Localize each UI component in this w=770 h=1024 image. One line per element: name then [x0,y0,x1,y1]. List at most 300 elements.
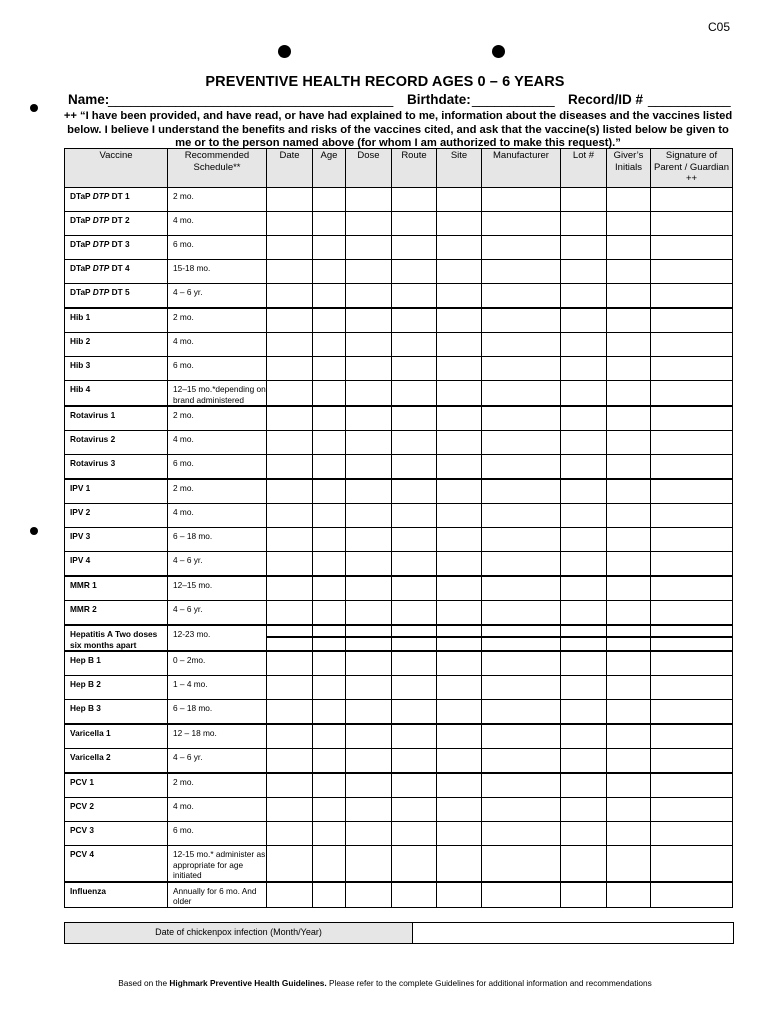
route-cell[interactable] [392,601,437,626]
lot-cell[interactable] [561,552,607,577]
dose-cell[interactable] [346,601,392,626]
age-cell[interactable] [313,479,346,504]
dose-cell[interactable] [346,846,392,882]
lot-cell[interactable] [561,773,607,798]
vaccine-name: Hep B 1 [65,651,168,676]
manufacturer-cell[interactable] [482,552,561,577]
route-cell[interactable] [392,528,437,552]
route-cell[interactable] [392,798,437,822]
signature-cell[interactable] [651,576,733,601]
age-cell[interactable] [313,333,346,357]
manufacturer-cell[interactable] [482,676,561,700]
dose-cell[interactable] [346,724,392,749]
givers-initials-cell[interactable] [607,479,651,504]
lot-cell[interactable] [561,479,607,504]
signature-cell[interactable] [651,381,733,407]
site-cell[interactable] [437,406,482,431]
age-cell[interactable] [313,882,346,908]
table-row [65,236,733,260]
manufacturer-cell[interactable] [482,212,561,236]
dose-cell[interactable] [346,773,392,798]
birthdate-label: Birthdate: [407,92,471,107]
route-cell[interactable] [392,504,437,528]
age-cell[interactable] [313,260,346,284]
date-cell[interactable] [267,846,313,882]
site-cell[interactable] [437,528,482,552]
vaccine-name: Rotavirus 1 [65,406,168,431]
signature-cell[interactable] [651,749,733,774]
dose-cell[interactable] [346,333,392,357]
givers-initials-cell[interactable] [607,212,651,236]
route-cell[interactable] [392,552,437,577]
manufacturer-cell[interactable] [482,431,561,455]
route-cell[interactable] [392,822,437,846]
age-cell[interactable] [313,552,346,577]
signature-cell[interactable] [651,528,733,552]
signature-cell[interactable] [651,676,733,700]
dose-cell[interactable] [346,528,392,552]
givers-initials-cell[interactable] [607,381,651,407]
manufacturer-cell[interactable] [482,406,561,431]
manufacturer-cell[interactable] [482,504,561,528]
age-cell[interactable] [313,601,346,626]
signature-cell[interactable] [651,651,733,676]
lot-cell[interactable] [561,236,607,260]
route-cell[interactable] [392,846,437,882]
givers-initials-cell[interactable] [607,431,651,455]
age-cell[interactable] [313,700,346,725]
date-cell[interactable] [267,528,313,552]
manufacturer-cell[interactable] [482,822,561,846]
age-cell[interactable] [313,236,346,260]
lot-cell[interactable] [561,601,607,626]
signature-cell[interactable] [651,798,733,822]
lot-cell[interactable] [561,260,607,284]
age-cell[interactable] [313,749,346,774]
date-cell[interactable] [267,724,313,749]
age-cell[interactable] [313,773,346,798]
route-cell[interactable] [392,749,437,774]
dose-cell[interactable] [346,651,392,676]
route-cell[interactable] [392,284,437,309]
lot-cell[interactable] [561,504,607,528]
date-cell[interactable] [267,798,313,822]
signature-cell[interactable] [651,882,733,908]
date-cell[interactable] [267,773,313,798]
givers-initials-cell[interactable] [607,882,651,908]
site-cell[interactable] [437,212,482,236]
signature-cell[interactable] [651,504,733,528]
date-cell[interactable] [267,188,313,212]
dose-cell[interactable] [346,749,392,774]
date-cell[interactable] [267,284,313,309]
site-cell[interactable] [437,625,482,651]
givers-initials-cell[interactable] [607,601,651,626]
signature-cell[interactable] [651,284,733,309]
dose-cell[interactable] [346,260,392,284]
site-cell[interactable] [437,846,482,882]
givers-initials-cell[interactable] [607,724,651,749]
schedule-text: 4 mo. [168,798,267,822]
signature-cell[interactable] [651,357,733,381]
signature-cell[interactable] [651,212,733,236]
route-cell[interactable] [392,773,437,798]
column-header-manufacturer: Manufacturer [482,149,561,188]
signature-cell[interactable] [651,479,733,504]
manufacturer-cell[interactable] [482,260,561,284]
site-cell[interactable] [437,236,482,260]
givers-initials-cell[interactable] [607,846,651,882]
column-header-route: Route [392,149,437,188]
date-cell[interactable] [267,552,313,577]
age-cell[interactable] [313,212,346,236]
vaccine-name [65,284,168,309]
vaccine-name [65,212,168,236]
givers-initials-cell[interactable] [607,357,651,381]
givers-initials-cell[interactable] [607,822,651,846]
lot-cell[interactable] [561,212,607,236]
dose-cell[interactable] [346,381,392,407]
signature-cell[interactable] [651,700,733,725]
givers-initials-cell[interactable] [607,406,651,431]
site-cell[interactable] [437,431,482,455]
givers-initials-cell[interactable] [607,308,651,333]
age-cell[interactable] [313,528,346,552]
schedule-text: 4 – 6 yr. [168,284,267,309]
signature-cell[interactable] [651,773,733,798]
route-cell[interactable] [392,676,437,700]
date-cell[interactable] [267,455,313,480]
table-row [65,601,733,626]
schedule-text: 4 – 6 yr. [168,552,267,577]
signature-cell[interactable] [651,846,733,882]
signature-cell[interactable] [651,431,733,455]
date-cell[interactable] [267,479,313,504]
signature-cell[interactable] [651,236,733,260]
givers-initials-cell[interactable] [607,552,651,577]
vaccine-name: Rotavirus 3 [65,455,168,480]
date-cell[interactable] [267,882,313,908]
route-cell[interactable] [392,882,437,908]
manufacturer-cell[interactable] [482,882,561,908]
dose-cell[interactable] [346,576,392,601]
givers-initials-cell[interactable] [607,651,651,676]
manufacturer-cell[interactable] [482,601,561,626]
lot-cell[interactable] [561,676,607,700]
route-cell[interactable] [392,381,437,407]
givers-initials-cell[interactable] [607,504,651,528]
manufacturer-cell[interactable] [482,749,561,774]
signature-cell[interactable] [651,724,733,749]
table-row [65,749,733,774]
lot-cell[interactable] [561,724,607,749]
site-cell[interactable] [437,576,482,601]
dose-cell[interactable] [346,822,392,846]
site-cell[interactable] [437,676,482,700]
schedule-text: 4 – 6 yr. [168,601,267,626]
age-cell[interactable] [313,625,346,651]
vaccine-name-part: DT 2 [109,215,130,225]
site-cell[interactable] [437,822,482,846]
lot-cell[interactable] [561,528,607,552]
birthdate-field[interactable]: ___________ [472,92,555,107]
givers-initials-cell[interactable] [607,773,651,798]
site-cell[interactable] [437,749,482,774]
site-cell[interactable] [437,882,482,908]
lot-cell[interactable] [561,455,607,480]
dose-cell[interactable] [346,882,392,908]
lot-cell[interactable] [561,651,607,676]
chickenpox-label: Date of chickenpox infection (Month/Year) [65,923,413,943]
age-cell[interactable] [313,455,346,480]
age-cell[interactable] [313,504,346,528]
signature-cell[interactable] [651,822,733,846]
signature-cell[interactable] [651,625,733,651]
signature-cell[interactable] [651,308,733,333]
name-label: Name: [68,92,110,107]
vaccine-name: PCV 4 [65,846,168,882]
dose-cell[interactable] [346,236,392,260]
date-cell[interactable] [267,236,313,260]
givers-initials-cell[interactable] [607,260,651,284]
lot-cell[interactable] [561,357,607,381]
dose-cell[interactable] [346,676,392,700]
lot-cell[interactable] [561,284,607,309]
givers-initials-cell[interactable] [607,188,651,212]
givers-initials-cell[interactable] [607,333,651,357]
manufacturer-cell[interactable] [482,576,561,601]
route-cell[interactable] [392,260,437,284]
date-cell[interactable] [267,381,313,407]
givers-initials-cell[interactable] [607,625,651,651]
site-cell[interactable] [437,700,482,725]
route-cell[interactable] [392,188,437,212]
vaccine-name: MMR 2 [65,601,168,626]
givers-initials-cell[interactable] [607,284,651,309]
date-cell[interactable] [267,822,313,846]
signature-cell[interactable] [651,406,733,431]
site-cell[interactable] [437,381,482,407]
dose-cell[interactable] [346,308,392,333]
site-cell[interactable] [437,724,482,749]
site-cell[interactable] [437,333,482,357]
name-field[interactable]: ______________________________________ [108,92,394,107]
route-cell[interactable] [392,576,437,601]
age-cell[interactable] [313,381,346,407]
lot-cell[interactable] [561,822,607,846]
age-cell[interactable] [313,798,346,822]
table-row [65,406,733,431]
givers-initials-cell[interactable] [607,528,651,552]
dose-cell[interactable] [346,479,392,504]
age-cell[interactable] [313,676,346,700]
site-cell[interactable] [437,798,482,822]
site-cell[interactable] [437,651,482,676]
givers-initials-cell[interactable] [607,676,651,700]
date-cell[interactable] [267,357,313,381]
schedule-text: 2 mo. [168,773,267,798]
dose-cell[interactable] [346,625,392,651]
givers-initials-cell[interactable] [607,576,651,601]
manufacturer-cell[interactable] [482,381,561,407]
table-row [65,882,733,908]
dose-cell[interactable] [346,357,392,381]
lot-cell[interactable] [561,625,607,651]
route-cell[interactable] [392,212,437,236]
date-cell[interactable] [267,504,313,528]
table-row [65,357,733,381]
date-cell[interactable] [267,749,313,774]
date-cell[interactable] [267,212,313,236]
site-cell[interactable] [437,455,482,480]
lot-cell[interactable] [561,798,607,822]
age-cell[interactable] [313,284,346,309]
lot-cell[interactable] [561,333,607,357]
lot-cell[interactable] [561,576,607,601]
age-cell[interactable] [313,724,346,749]
manufacturer-cell[interactable] [482,284,561,309]
dose-cell[interactable] [346,431,392,455]
cell-divider [651,626,732,638]
givers-initials-cell[interactable] [607,798,651,822]
date-cell[interactable] [267,651,313,676]
vaccine-name: Hep B 3 [65,700,168,725]
route-cell[interactable] [392,357,437,381]
givers-initials-cell[interactable] [607,749,651,774]
givers-initials-cell[interactable] [607,455,651,480]
manufacturer-cell[interactable] [482,625,561,651]
manufacturer-cell[interactable] [482,357,561,381]
route-cell[interactable] [392,333,437,357]
site-cell[interactable] [437,479,482,504]
site-cell[interactable] [437,357,482,381]
dose-cell[interactable] [346,212,392,236]
route-cell[interactable] [392,236,437,260]
route-cell[interactable] [392,625,437,651]
signature-cell[interactable] [651,260,733,284]
site-cell[interactable] [437,284,482,309]
age-cell[interactable] [313,576,346,601]
date-cell[interactable] [267,700,313,725]
route-cell[interactable] [392,431,437,455]
date-cell[interactable] [267,625,313,651]
signature-cell[interactable] [651,552,733,577]
site-cell[interactable] [437,188,482,212]
dose-cell[interactable] [346,700,392,725]
age-cell[interactable] [313,406,346,431]
date-cell[interactable] [267,601,313,626]
manufacturer-cell[interactable] [482,479,561,504]
vaccine-name-part: DTaP [70,239,93,249]
site-cell[interactable] [437,552,482,577]
route-cell[interactable] [392,651,437,676]
lot-cell[interactable] [561,406,607,431]
vaccine-name: IPV 4 [65,552,168,577]
signature-cell[interactable] [651,455,733,480]
cell-divider [392,626,436,638]
route-cell[interactable] [392,455,437,480]
manufacturer-cell[interactable] [482,651,561,676]
lot-cell[interactable] [561,882,607,908]
age-cell[interactable] [313,822,346,846]
age-cell[interactable] [313,188,346,212]
site-cell[interactable] [437,504,482,528]
vaccine-name-part: DTaP [70,215,93,225]
column-header-date: Date [267,149,313,188]
route-cell[interactable] [392,308,437,333]
lot-cell[interactable] [561,188,607,212]
dose-cell[interactable] [346,504,392,528]
lot-cell[interactable] [561,846,607,882]
vaccine-name: Varicella 2 [65,749,168,774]
site-cell[interactable] [437,773,482,798]
date-cell[interactable] [267,260,313,284]
date-cell[interactable] [267,308,313,333]
site-cell[interactable] [437,601,482,626]
route-cell[interactable] [392,479,437,504]
dose-cell[interactable] [346,552,392,577]
manufacturer-cell[interactable] [482,236,561,260]
signature-cell[interactable] [651,188,733,212]
lot-cell[interactable] [561,749,607,774]
manufacturer-cell[interactable] [482,528,561,552]
site-cell[interactable] [437,308,482,333]
signature-cell[interactable] [651,333,733,357]
date-cell[interactable] [267,406,313,431]
age-cell[interactable] [313,431,346,455]
dose-cell[interactable] [346,284,392,309]
manufacturer-cell[interactable] [482,846,561,882]
date-cell[interactable] [267,333,313,357]
lot-cell[interactable] [561,308,607,333]
age-cell[interactable] [313,846,346,882]
schedule-text: 12–15 mo. [168,576,267,601]
givers-initials-cell[interactable] [607,236,651,260]
manufacturer-cell[interactable] [482,773,561,798]
manufacturer-cell[interactable] [482,724,561,749]
manufacturer-cell[interactable] [482,455,561,480]
vaccine-name-part: DT 3 [109,239,130,249]
route-cell[interactable] [392,724,437,749]
route-cell[interactable] [392,406,437,431]
manufacturer-cell[interactable] [482,798,561,822]
givers-initials-cell[interactable] [607,700,651,725]
date-cell[interactable] [267,431,313,455]
lot-cell[interactable] [561,700,607,725]
age-cell[interactable] [313,308,346,333]
age-cell[interactable] [313,357,346,381]
route-cell[interactable] [392,700,437,725]
lot-cell[interactable] [561,431,607,455]
lot-cell[interactable] [561,381,607,407]
manufacturer-cell[interactable] [482,333,561,357]
manufacturer-cell[interactable] [482,308,561,333]
manufacturer-cell[interactable] [482,188,561,212]
dose-cell[interactable] [346,406,392,431]
form-code: C05 [708,20,731,34]
manufacturer-cell[interactable] [482,700,561,725]
signature-cell[interactable] [651,601,733,626]
date-cell[interactable] [267,676,313,700]
dose-cell[interactable] [346,455,392,480]
record-id-field[interactable]: ___________ [648,92,731,107]
date-cell[interactable] [267,576,313,601]
age-cell[interactable] [313,651,346,676]
dose-cell[interactable] [346,798,392,822]
chickenpox-date-field[interactable] [413,923,733,943]
dose-cell[interactable] [346,188,392,212]
site-cell[interactable] [437,260,482,284]
